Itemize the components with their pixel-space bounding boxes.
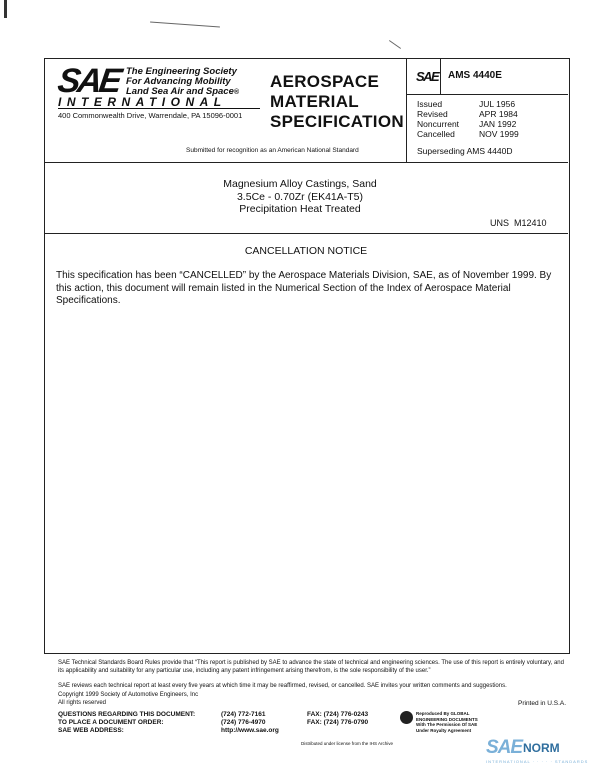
date-table xyxy=(417,99,519,139)
date-label: Noncurrent xyxy=(417,119,460,129)
international-wordmark: INTERNATIONAL xyxy=(58,95,227,109)
date-row xyxy=(417,109,519,119)
rights-reserved: All rights reserved xyxy=(58,700,107,706)
date-row xyxy=(417,99,519,109)
reproduction-line: ENGINEERING DOCUMENTS xyxy=(416,716,478,722)
sae-norm-watermark-logo: SAE xyxy=(486,737,523,758)
fax-number: FAX: (724) 776-0790 xyxy=(307,719,369,726)
copyright: Copyright 1999 Society of Automotive Engineers, Inc xyxy=(58,692,199,698)
contact-phones xyxy=(221,711,279,735)
header-right-divider xyxy=(406,58,407,162)
scan-artifact xyxy=(389,40,401,49)
title-bottom-rule xyxy=(44,233,568,234)
uns-value: M12410 xyxy=(514,218,547,228)
distribution-notice: Distributed under license from the IHS Archive xyxy=(301,741,394,746)
web-address-link[interactable]: http://www.sae.org xyxy=(221,727,279,734)
sae-norm-watermark-sub: INTERNATIONAL · · · · · STANDARDS xyxy=(486,759,589,764)
contact-label: TO PLACE A DOCUMENT ORDER: xyxy=(58,719,164,726)
date-label: Issued xyxy=(417,99,443,109)
spec-number-divider xyxy=(440,58,441,94)
contact-label: SAE WEB ADDRESS: xyxy=(58,727,124,734)
society-line-3: Land Sea Air and Space® xyxy=(126,86,240,97)
superseding-label: Superseding xyxy=(417,146,465,156)
phone-number: (724) 776-4970 xyxy=(221,719,266,726)
date-value: APR 1984 xyxy=(479,109,518,119)
date-value: JUL 1956 xyxy=(479,99,516,109)
international-rule xyxy=(58,108,260,109)
reproduction-line: With The Permission Of SAE xyxy=(416,722,478,727)
registered-mark: ® xyxy=(233,89,240,96)
date-label: Revised xyxy=(417,109,448,119)
sae-small-logo: SAE xyxy=(416,69,439,84)
material-title-line-2: 3.5Ce - 0.70Zr (EK41A-T5) xyxy=(236,190,364,203)
phone-number: (724) 772-7161 xyxy=(221,711,266,718)
scan-artifact xyxy=(4,0,7,18)
date-row xyxy=(417,119,519,129)
contact-faxes xyxy=(307,711,368,727)
society-tagline xyxy=(126,67,266,98)
printed-in: Printed in U.S.A. xyxy=(518,700,567,707)
title-line-2: MATERIAL xyxy=(270,92,359,111)
header-divider xyxy=(406,58,568,59)
reproduction-line: Under Royalty Agreement xyxy=(416,727,472,733)
contact-label: QUESTIONS REGARDING THIS DOCUMENT: xyxy=(58,711,196,718)
contact-labels xyxy=(58,711,195,735)
document-type-title xyxy=(270,72,404,132)
material-title xyxy=(200,178,400,216)
spec-number-rule xyxy=(406,94,568,95)
title-line-3: SPECIFICATION xyxy=(270,112,404,131)
review-text: SAE reviews each technical report at least every five years at which time it may be reaffirmed, revised, or cancelled. SAE invites your written comments and suggestions. xyxy=(58,683,507,689)
date-value: NOV 1999 xyxy=(479,129,519,139)
technical-rules-text: SAE Technical Standards Board Rules provide that “This report is published by SAE to advance the state of technical and engineering sciences. The use of this report is entirely voluntary, and its applicability and suitability for any particular use, including any patent infringement arising therefrom, is the sole responsibility of the user.” xyxy=(58,660,564,674)
society-line-2: For Advancing Mobility xyxy=(126,76,231,87)
globe-icon xyxy=(400,711,413,724)
ansi-submission-note: Submitted for recognition as an American National Standard xyxy=(186,147,359,154)
date-row xyxy=(417,129,519,139)
reproduction-notice xyxy=(416,711,478,733)
material-title-line-3: Precipitation Heat Treated xyxy=(239,203,361,215)
header-bottom-rule xyxy=(44,162,568,163)
fax-number: FAX: (724) 776-0243 xyxy=(307,711,369,718)
superseding-value: AMS 4440D xyxy=(466,146,513,156)
reproduction-line: Reproduced By GLOBAL xyxy=(416,711,470,716)
superseding-line xyxy=(417,146,512,156)
sae-norm-watermark-text: NORM xyxy=(523,741,560,755)
spec-number: AMS 4440E xyxy=(448,70,502,81)
uns-designation xyxy=(490,218,547,228)
date-label: Cancelled xyxy=(417,129,455,139)
cancellation-body: This specification has been “CANCELLED” by the Aerospace Materials Division, SAE, as of November 1999. By this action, this document will remain listed in the Numerical Section of the Index of Aerospace Material Specifications. xyxy=(56,270,552,306)
uns-label: UNS xyxy=(490,218,510,228)
society-line-1: The Engineering Society xyxy=(126,66,237,77)
date-value: JAN 1992 xyxy=(479,119,517,129)
cancellation-heading: CANCELLATION NOTICE xyxy=(244,245,368,257)
sae-logo: SAE xyxy=(55,62,122,100)
scan-artifact xyxy=(150,22,220,28)
title-line-1: AEROSPACE xyxy=(270,72,380,91)
material-title-line-1: Magnesium Alloy Castings, Sand xyxy=(223,178,377,190)
address: 400 Commonwealth Drive, Warrendale, PA 15096-0001 xyxy=(58,111,243,120)
